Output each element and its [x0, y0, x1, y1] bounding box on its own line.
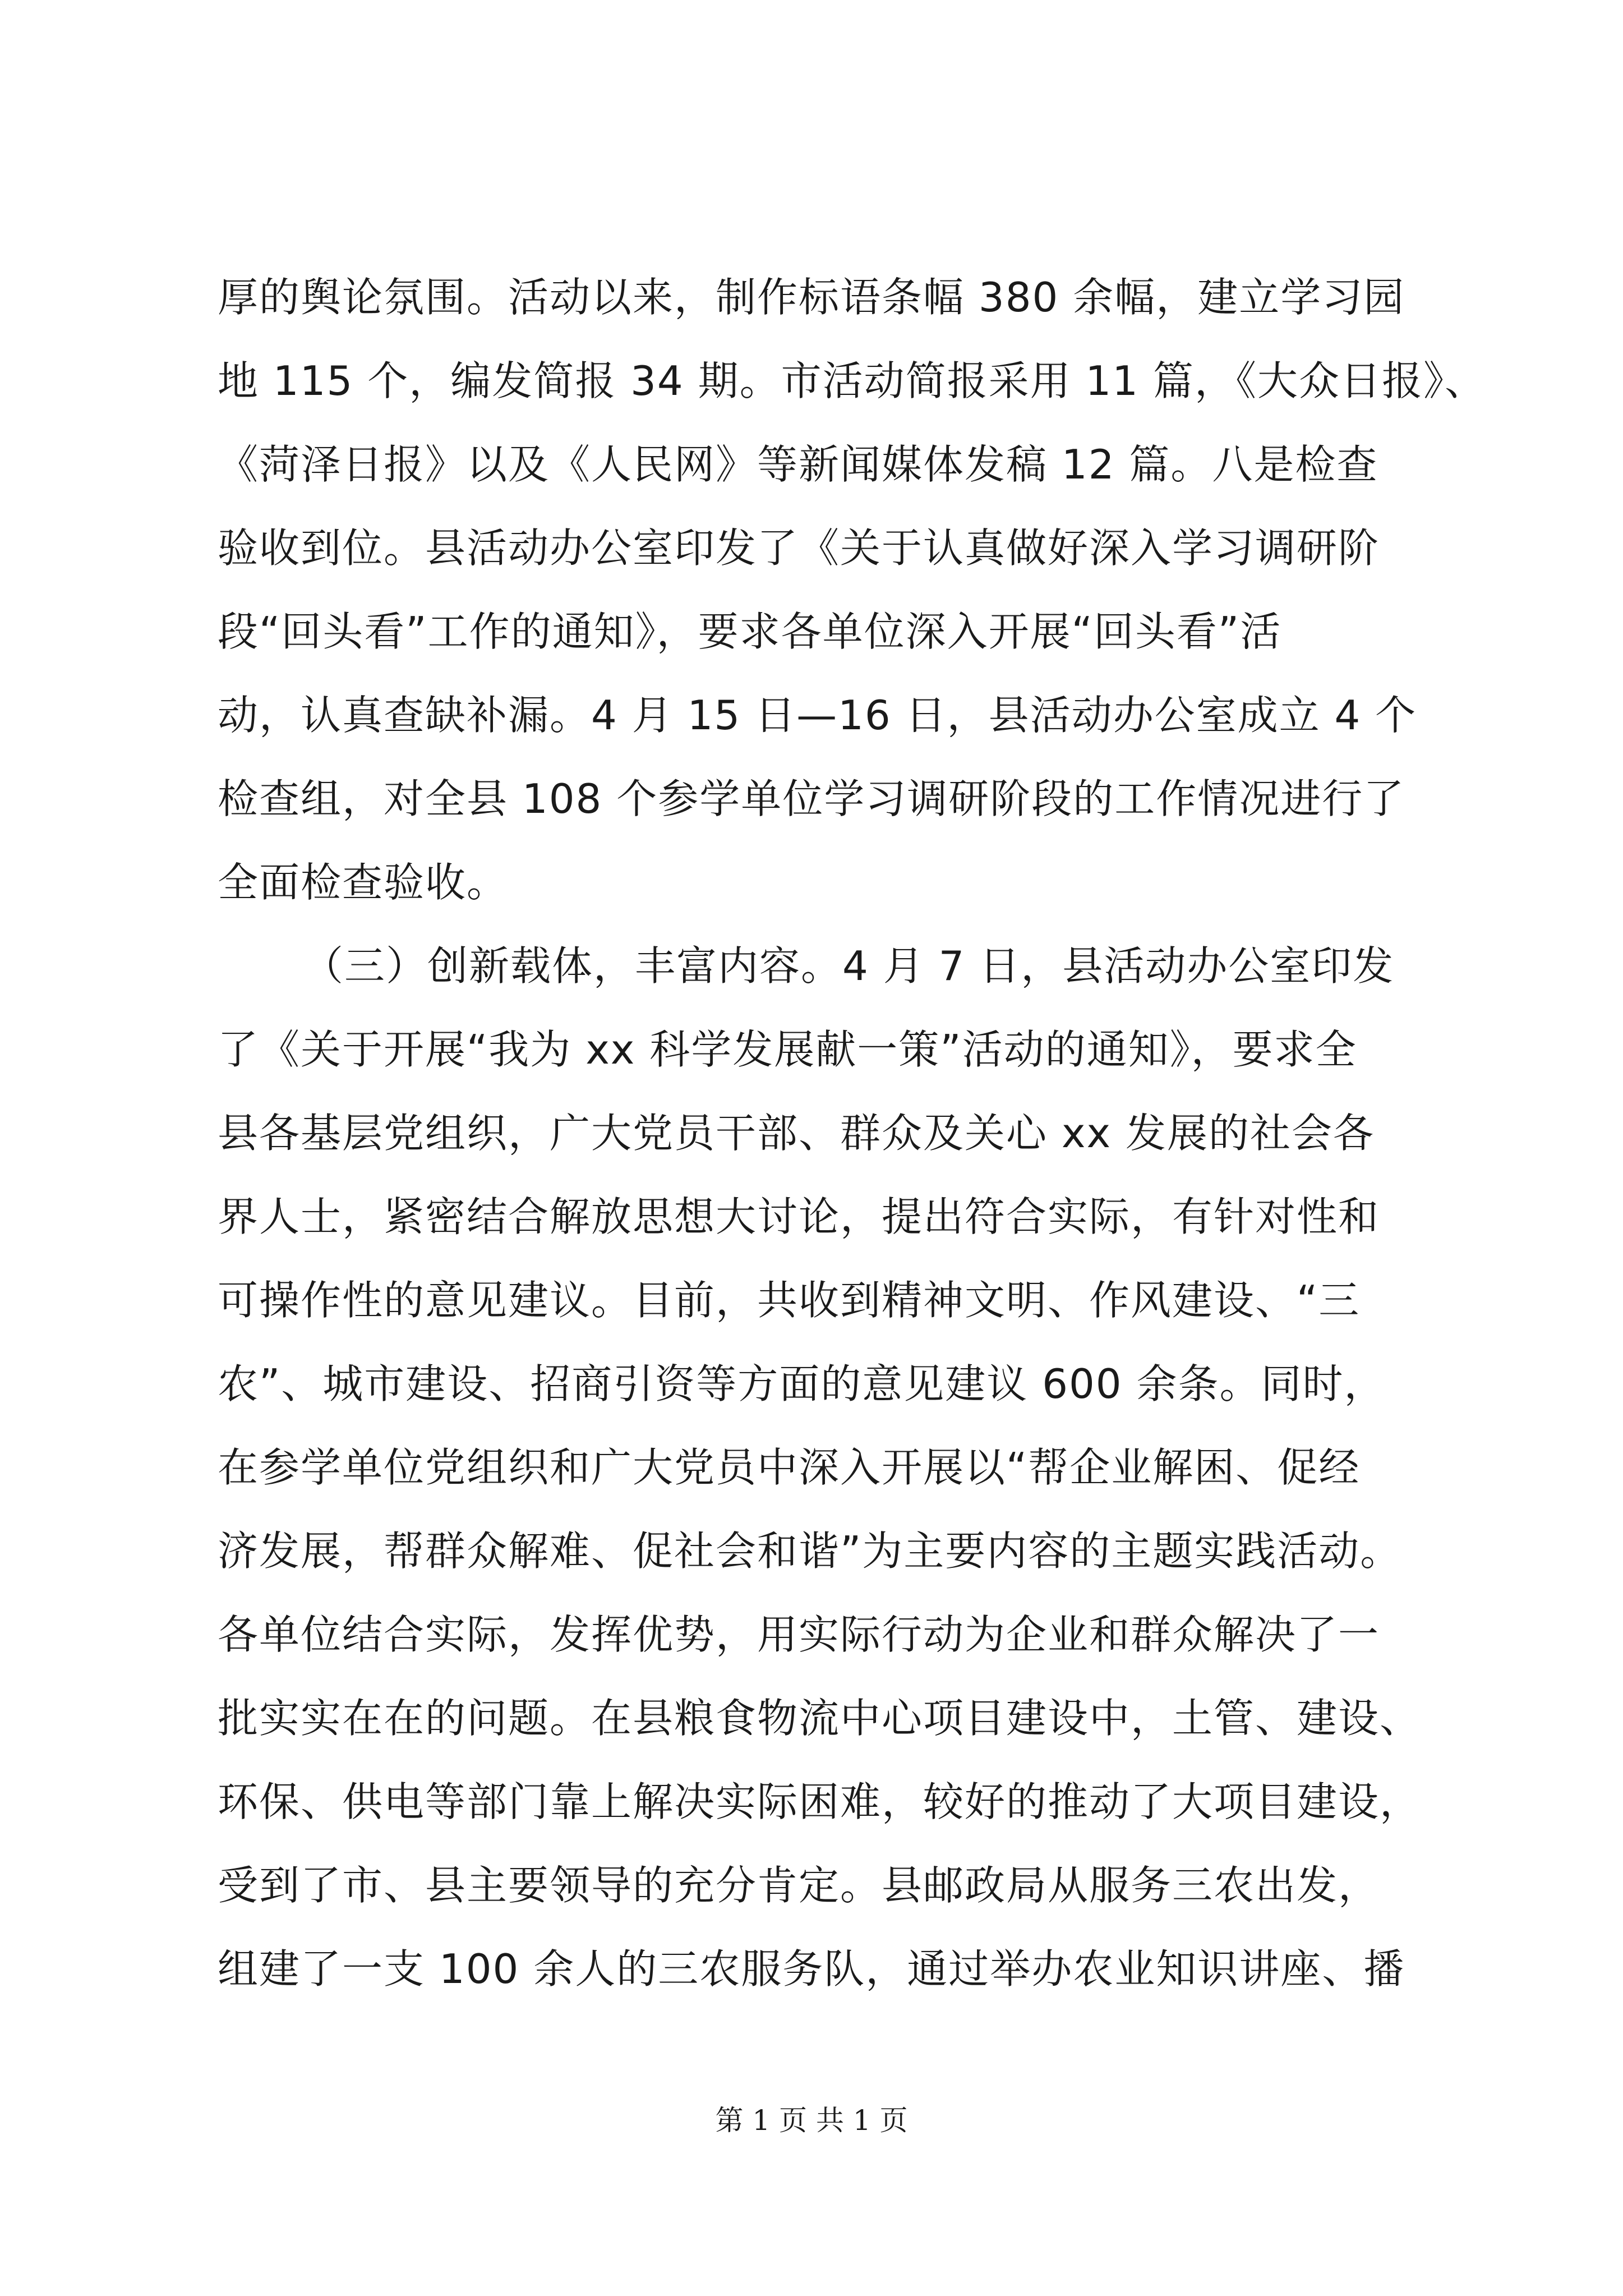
text-line: 段“回头看”工作的通知》，要求各单位深入开展“回头看”活	[218, 608, 1282, 655]
text-line: 全面检查验收。	[218, 859, 509, 906]
text-line: 地 115 个，编发简报 34 期。市活动简报采用 11 篇，《大众日报》、	[218, 357, 1486, 404]
text-line: 受到了市、县主要领导的充分肯定。县邮政局从服务三农出发，	[218, 1862, 1380, 1909]
text-line: 济发展，帮群众解难、促社会和谐”为主要内容的主题实践活动。	[218, 1527, 1402, 1575]
text-line: 《菏泽日报》以及《人民网》等新闻媒体发稿 12 篇。八是检查	[218, 441, 1378, 488]
text-line: 批实实在在的问题。在县粮食物流中心项目建设中，土管、建设、	[218, 1695, 1422, 1742]
text-line: 在参学单位党组织和广大党员中深入开展以“帮企业解困、促经	[218, 1444, 1361, 1491]
text-line: 农”、城市建设、招商引资等方面的意见建议 600 余条。同时，	[218, 1360, 1386, 1407]
paragraph-start-line: （三）创新载体，丰富内容。4 月 7 日，县活动办公室印发	[303, 942, 1395, 990]
text-line: 动，认真查缺补漏。4 月 15 日—16 日，县活动办公室成立 4 个	[218, 692, 1417, 739]
text-line: 界人士，紧密结合解放思想大讨论，提出符合实际，有针对性和	[218, 1193, 1380, 1240]
text-line: 厚的舆论氛围。活动以来，制作标语条幅 380 余幅，建立学习园	[218, 274, 1405, 321]
text-line: 可操作性的意见建议。目前，共收到精神文明、作风建设、“三	[218, 1277, 1361, 1324]
document-body	[218, 256, 1486, 2011]
text-line: 环保、供电等部门靠上解决实际困难，较好的推动了大项目建设，	[218, 1778, 1422, 1825]
page-number-footer: 第 1 页 共 1 页	[715, 2104, 908, 2137]
text-line: 验收到位。县活动办公室印发了《关于认真做好深入学习调研阶	[218, 524, 1380, 572]
text-line: 组建了一支 100 余人的三农服务队，通过举办农业知识讲座、播	[218, 1945, 1405, 1993]
text-line: 了《关于开展“我为 xx 科学发展献一策”活动的通知》，要求全	[218, 1026, 1357, 1073]
text-line: 县各基层党组织，广大党员干部、群众及关心 xx 发展的社会各	[218, 1110, 1375, 1157]
text-line: 检查组，对全县 108 个参学单位学习调研阶段的工作情况进行了	[218, 775, 1405, 822]
text-line: 各单位结合实际，发挥优势，用实际行动为企业和群众解决了一	[218, 1611, 1380, 1658]
